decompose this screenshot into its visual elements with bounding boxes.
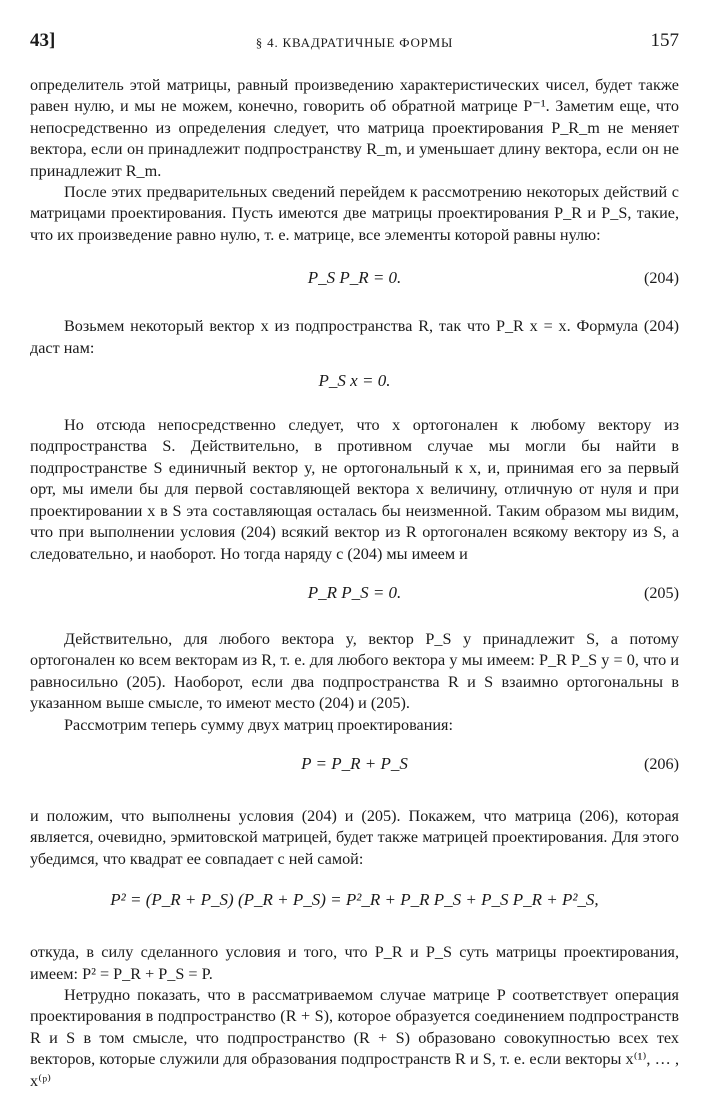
paragraph-8: откуда, в силу сделанного условия и того, что P_R и P_S суть матрицы проектирования, имеем: P² = P_R + P_S = P.: [30, 943, 679, 983]
paragraph-6: Рассмотрим теперь сумму двух матриц проектирования:: [64, 715, 453, 734]
page-body: [30, 75, 679, 1092]
equation-205-formula: P_R P_S = 0.: [307, 582, 402, 602]
equation-206: [30, 750, 679, 778]
paragraph-7: и положим, что выполнены условия (204) и (205). Покажем, что матрица (206), которая является, очевидно, эрмитовской матрицей, будет также матрицей проектирования. Для этого убедимся, что квадрат ее совпадает с ней самой:: [30, 806, 679, 868]
equation-206-number: (206): [643, 754, 679, 773]
equation-206-formula: P = P_R + P_S: [301, 753, 408, 773]
equation-square: [30, 886, 679, 914]
equation-psx-formula: P_S x = 0.: [318, 371, 391, 391]
paragraph-2: После этих предварительных сведений перейдем к рассмотрению некоторых действий с матрицами проектирования. Пусть имеются две матрицы проектирования P_R и P_S, такие, что их произведение равно нулю, т. е. матрице, все элементы которой равны нулю:: [30, 183, 679, 244]
equation-204: [30, 264, 679, 292]
page-header: [30, 30, 679, 60]
equation-205: [30, 579, 679, 607]
running-title: § 4. КВАДРАТИЧНЫЕ ФОРМЫ: [255, 35, 454, 50]
paragraph-5: Действительно, для любого вектора y, вектор P_S y принадлежит S, а потому ортогонален ко всем векторам из R, т. е. для любого вектора y мы имеем: P_R P_S y = 0, что и равносильно (205). Наоборот, если два подпространства R и S взаимно ортогональны в указанном выше смысле, то имеют место (204) и (205).: [30, 629, 679, 713]
equation-205-number: (205): [643, 583, 679, 602]
section-number: 43]: [30, 30, 56, 51]
paragraph-4: Но отсюда непосредственно следует, что x ортогонален к любому вектору из подпространства S. Действительно, в противном случае мы могли бы найти в подпространстве S единичный вектор y, не ортогональный к x, и, принимая его за первый орт, мы имели бы для первой составляющей вектора x величину, отличную от нуля и при проектировании x в S эта составляющая осталась бы неизменной. Таким образом мы видим, что при выполнении условия (204) всякий вектор из R ортогонален всякому вектору из S, а следовательно, и наоборот. Но тогда наряду с (204) мы имеем и: [30, 416, 679, 563]
paragraph-1: определитель этой матрицы, равный произведению характеристических чисел, будет также равен нулю, и мы не можем, конечно, говорить об обратной матрице P⁻¹. Заметим еще, что непосредственно из определения следует, что матрица проектирования P_R_m не меняет вектора, если он принадлежит подпространству R_m, и уменьшает длину вектора, если он не принадлежит R_m.: [30, 76, 679, 180]
equation-psx: [30, 367, 679, 395]
paragraph-3: Возьмем некоторый вектор x из подпространства R, так что P_R x = x. Формула (204) даст нам:: [30, 317, 679, 357]
page-number: 157: [650, 30, 679, 51]
equation-square-formula: P² = (P_R + P_S) (P_R + P_S) = P²_R + P_R P_S + P_S P_R + P²_S,: [110, 890, 599, 910]
equation-204-number: (204): [643, 269, 679, 288]
paragraph-9: Нетрудно показать, что в рассматриваемом случае матрице P соответствует операция проектирования в подпространство (R + S), которое образуется соединением подпространств R и S в том смысле, что подпространство (R + S) образовано совокупностью всех тех векторов, которые служили для образования подпространств R и S, т. е. если векторы x⁽¹⁾, … , x⁽ᵖ⁾: [30, 985, 679, 1090]
equation-204-formula: P_S P_R = 0.: [307, 268, 402, 288]
